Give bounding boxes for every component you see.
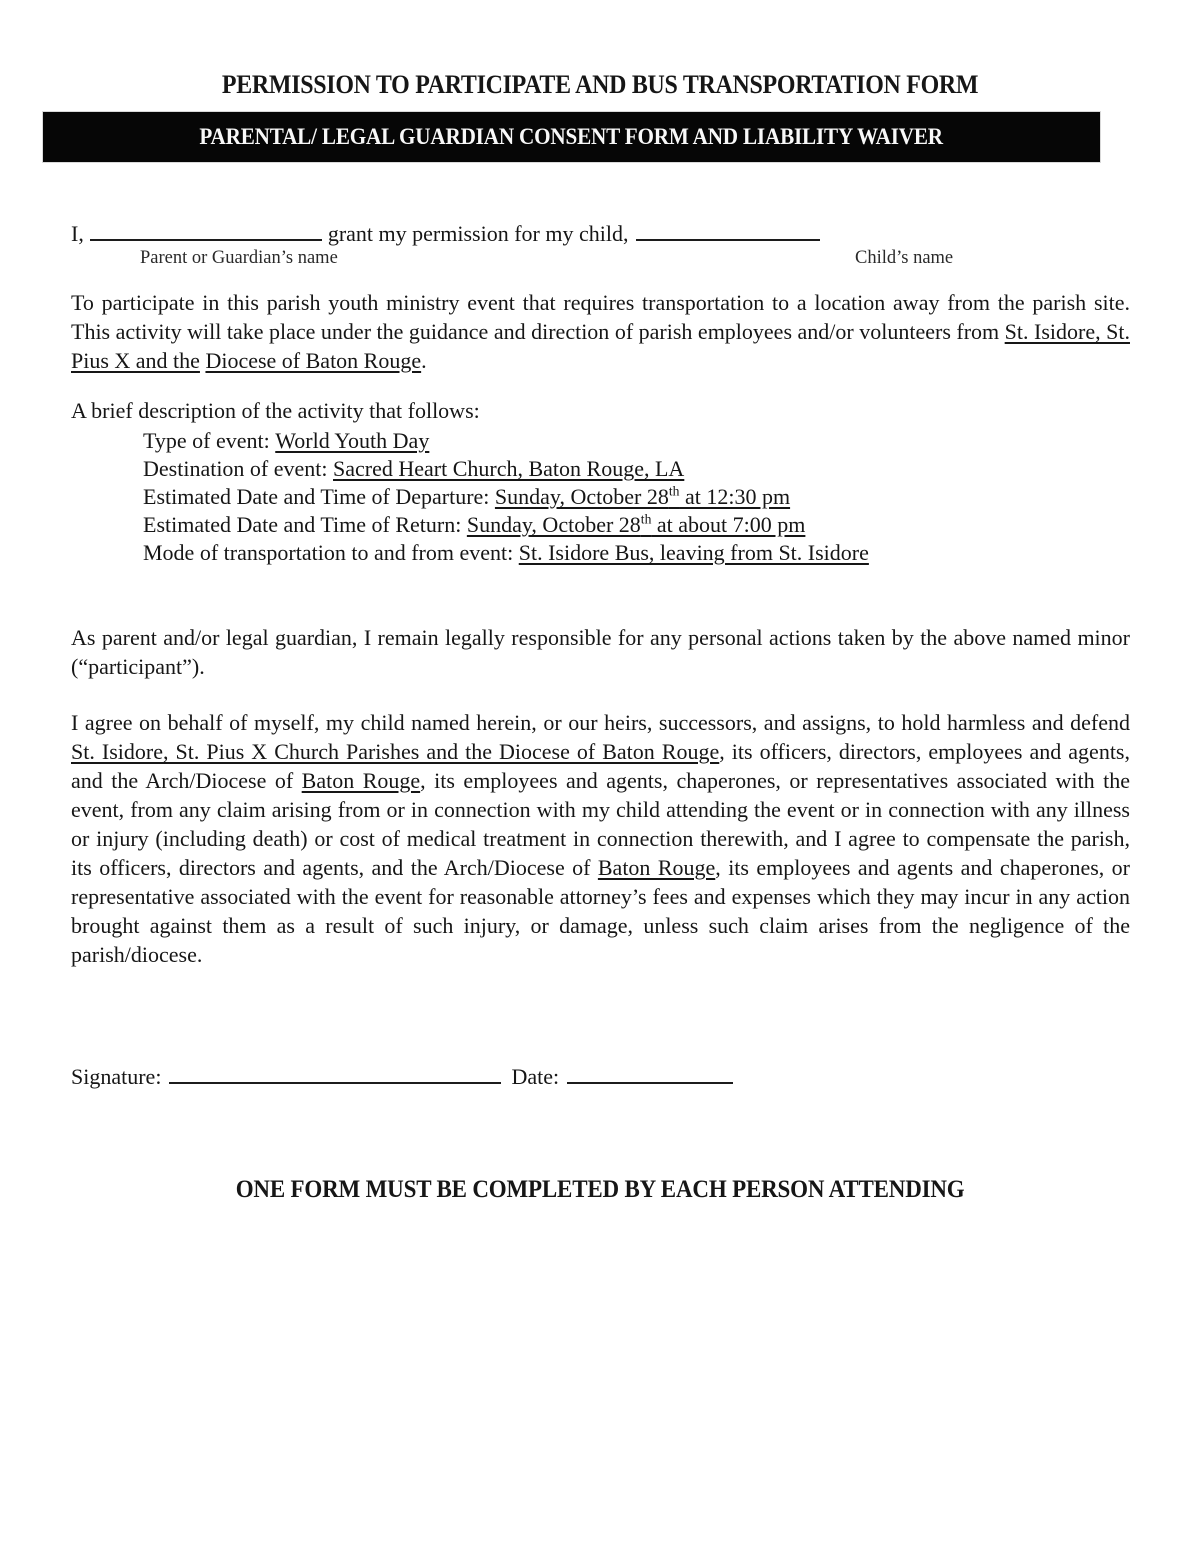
destination-value: Sacred Heart Church, Baton Rouge, LA (333, 456, 685, 481)
child-name-label: Child’s name (855, 248, 954, 268)
signature-blank[interactable] (169, 1062, 501, 1084)
event-type-row (143, 427, 869, 455)
responsibility-paragraph: As parent and/or legal guardian, I remain legally responsible for any personal actions taken by the above named minor (“participant”). (71, 625, 1130, 679)
signature-row (71, 1062, 733, 1090)
departure-row (143, 483, 869, 511)
grant-prefix: I, (71, 221, 84, 246)
return-value: Sunday, October 28th at about 7:00 pm (466, 511, 806, 537)
activity-details-list (143, 427, 869, 567)
parent-name-label: Parent or Guardian’s name (140, 248, 338, 268)
destination-row (143, 455, 869, 483)
document-title (0, 70, 1200, 100)
event-type-label: Type of event: (143, 428, 270, 453)
transportation-label: Mode of transportation to and from event: (143, 540, 514, 565)
departure-value: Sunday, October 28th at 12:30 pm (494, 483, 791, 509)
activity-heading: A brief description of the activity that follows: (71, 398, 480, 423)
departure-label: Estimated Date and Time of Departure: (143, 484, 490, 509)
banner-title: PARENTAL/ LEGAL GUARDIAN CONSENT FORM AND LIABILITY WAIVER (199, 124, 944, 149)
event-type-value: World Youth Day (275, 428, 430, 453)
footer-note-text: ONE FORM MUST BE COMPLETED BY EACH PERSON ATTENDING (235, 1176, 965, 1203)
document-title-text: PERMISSION TO PARTICIPATE AND BUS TRANSPORTATION FORM (221, 70, 979, 99)
grant-middle: grant my permission for my child, (327, 221, 629, 246)
signature-label: Signature: (71, 1064, 162, 1089)
child-name-blank[interactable] (636, 219, 820, 241)
transportation-value: St. Isidore Bus, leaving from St. Isidore (518, 540, 869, 565)
date-blank[interactable] (567, 1062, 733, 1084)
intro-paragraph: To participate in this parish youth ministry event that requires transportation to a location away from the parish site. This activity will take place under the guidance and direction of parish employees and/or volunteers from St. Isidore, St. Pius X and the Diocese of Baton Rouge. (71, 290, 1130, 373)
transportation-row (143, 539, 869, 567)
footer-note (0, 1176, 1200, 1204)
date-label: Date: (511, 1064, 560, 1089)
return-label: Estimated Date and Time of Return: (143, 512, 462, 537)
return-row (143, 511, 869, 539)
parent-name-blank[interactable] (90, 219, 322, 241)
banner-bar (43, 112, 1100, 162)
grant-permission-line (71, 219, 1131, 247)
destination-label: Destination of event: (143, 456, 328, 481)
agreement-paragraph: I agree on behalf of myself, my child named herein, or our heirs, successors, and assigns, to hold harmless and defend St. Isidore, St. Pius X Church Parishes and the Diocese of Baton Rouge, its officers, directors, employees and agents, and the Arch/Diocese of Baton Rouge, its employees and agents, chaperones, or representatives associated with the event, from any claim arising from or in connection with my child attending the event or in connection with any illness or injury (including death) or cost of medical treatment in connection therewith, and I agree to compensate the parish, its officers, directors and agents, and the Arch/Diocese of Baton Rouge, its employees and agents and chaperones, or representative associated with the event for reasonable attorney’s fees and expenses which they may incur in any action brought against them as a result of such injury, or damage, unless such claim arises from the negligence of the parish/diocese. (71, 710, 1131, 967)
